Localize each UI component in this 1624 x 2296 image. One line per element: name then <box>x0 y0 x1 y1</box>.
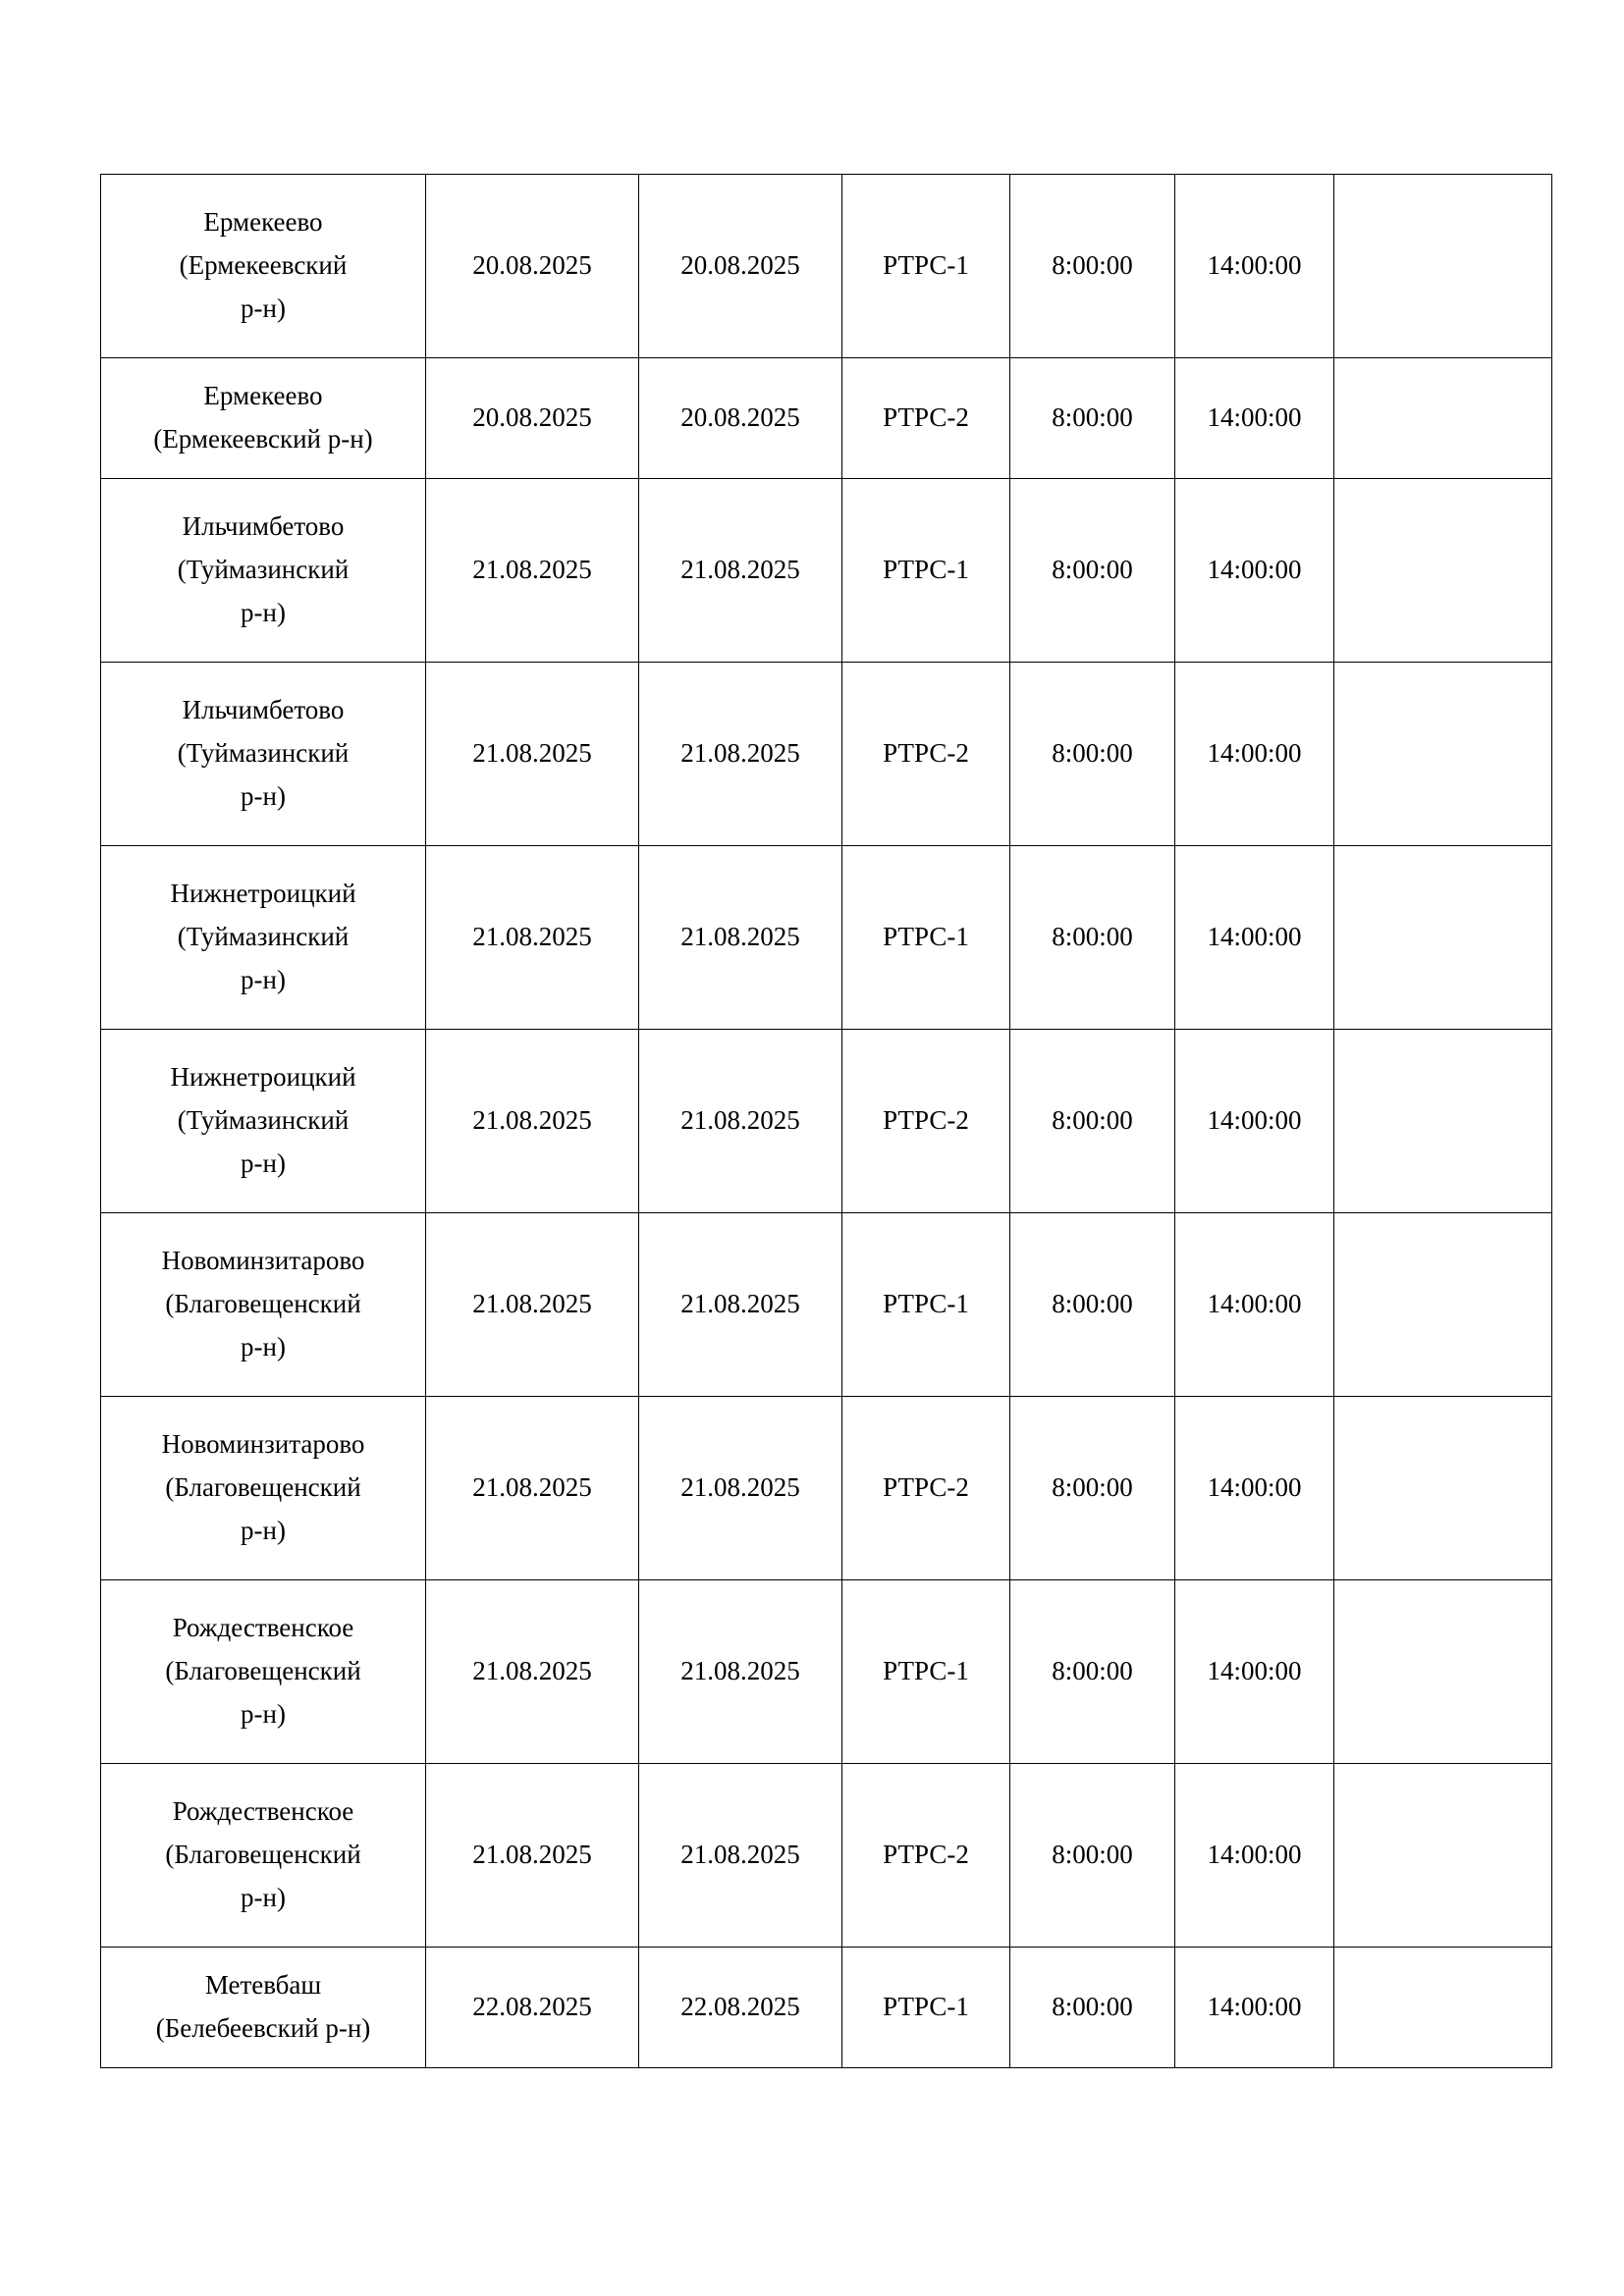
table-row <box>101 1764 1552 1948</box>
cell-date-from: 22.08.2025 <box>426 1948 639 2068</box>
location-line: Рождественское <box>172 1613 354 1643</box>
cell-network: РТРС-1 <box>842 1948 1010 2068</box>
location-line: р-н) <box>241 1515 286 1545</box>
cell-date-to: 21.08.2025 <box>639 1764 842 1948</box>
cell-note <box>1334 846 1552 1030</box>
location-line: Новоминзитарово <box>161 1429 365 1460</box>
location-line: (Благовещенский <box>165 1289 361 1319</box>
schedule-table-body <box>101 175 1552 2068</box>
cell-network: РТРС-2 <box>842 1764 1010 1948</box>
cell-network: РТРС-1 <box>842 175 1010 358</box>
location-line: Ермекеево <box>203 381 323 411</box>
location-line: (Ермекеевский <box>179 250 348 281</box>
cell-time-end: 14:00:00 <box>1175 1580 1334 1764</box>
cell-date-to: 21.08.2025 <box>639 663 842 846</box>
cell-location <box>101 663 426 846</box>
cell-network: РТРС-2 <box>842 1397 1010 1580</box>
cell-time-end: 14:00:00 <box>1175 358 1334 479</box>
location-line: р-н) <box>241 780 286 811</box>
location-line: (Благовещенский <box>165 1472 361 1503</box>
location-line: р-н) <box>241 1698 286 1729</box>
cell-location <box>101 1213 426 1397</box>
cell-time-start: 8:00:00 <box>1010 1030 1175 1213</box>
cell-time-end: 14:00:00 <box>1175 1948 1334 2068</box>
location-line: (Благовещенский <box>165 1656 361 1686</box>
table-row <box>101 1213 1552 1397</box>
location-line: Метевбаш <box>204 1970 322 2001</box>
cell-note <box>1334 358 1552 479</box>
cell-time-start: 8:00:00 <box>1010 1764 1175 1948</box>
table-row <box>101 175 1552 358</box>
cell-network: РТРС-1 <box>842 479 1010 663</box>
location-line: Ермекеево <box>203 207 323 238</box>
location-line: р-н) <box>241 1331 286 1362</box>
location-line: (Туймазинский <box>177 555 350 585</box>
table-row <box>101 479 1552 663</box>
cell-time-end: 14:00:00 <box>1175 1397 1334 1580</box>
cell-note <box>1334 1213 1552 1397</box>
cell-time-start: 8:00:00 <box>1010 479 1175 663</box>
table-row <box>101 1397 1552 1580</box>
cell-network: РТРС-1 <box>842 846 1010 1030</box>
cell-time-end: 14:00:00 <box>1175 1213 1334 1397</box>
table-row <box>101 846 1552 1030</box>
cell-location <box>101 1030 426 1213</box>
cell-time-start: 8:00:00 <box>1010 1580 1175 1764</box>
cell-date-to: 21.08.2025 <box>639 1213 842 1397</box>
cell-network: РТРС-1 <box>842 1580 1010 1764</box>
cell-date-from: 21.08.2025 <box>426 479 639 663</box>
cell-time-end: 14:00:00 <box>1175 479 1334 663</box>
cell-location <box>101 1580 426 1764</box>
location-line: Ильчимбетово <box>182 511 345 542</box>
location-line: р-н) <box>241 964 286 994</box>
cell-date-from: 21.08.2025 <box>426 663 639 846</box>
cell-date-from: 21.08.2025 <box>426 1397 639 1580</box>
cell-date-from: 21.08.2025 <box>426 1580 639 1764</box>
cell-note <box>1334 479 1552 663</box>
location-line: р-н) <box>241 293 286 323</box>
cell-time-end: 14:00:00 <box>1175 663 1334 846</box>
cell-location <box>101 175 426 358</box>
cell-date-to: 20.08.2025 <box>639 175 842 358</box>
cell-time-end: 14:00:00 <box>1175 1030 1334 1213</box>
cell-date-to: 21.08.2025 <box>639 846 842 1030</box>
location-line: Нижнетроицкий <box>170 879 356 909</box>
location-line: (Туймазинский <box>177 1105 350 1136</box>
table-row <box>101 663 1552 846</box>
cell-date-from: 21.08.2025 <box>426 1030 639 1213</box>
cell-location <box>101 846 426 1030</box>
table-row <box>101 1948 1552 2068</box>
location-line: (Ермекеевский р-н) <box>153 424 373 454</box>
cell-date-to: 21.08.2025 <box>639 1030 842 1213</box>
cell-network: РТРС-2 <box>842 358 1010 479</box>
table-row <box>101 1580 1552 1764</box>
location-line: Нижнетроицкий <box>170 1062 356 1093</box>
cell-note <box>1334 1397 1552 1580</box>
cell-time-end: 14:00:00 <box>1175 1764 1334 1948</box>
cell-note <box>1334 1030 1552 1213</box>
cell-location <box>101 1397 426 1580</box>
location-line: (Белебеевский р-н) <box>155 2013 371 2043</box>
cell-location <box>101 1948 426 2068</box>
location-line: Рождественское <box>172 1796 354 1827</box>
cell-network: РТРС-1 <box>842 1213 1010 1397</box>
table-row <box>101 358 1552 479</box>
cell-date-to: 21.08.2025 <box>639 1397 842 1580</box>
cell-date-to: 21.08.2025 <box>639 479 842 663</box>
cell-location <box>101 479 426 663</box>
location-line: р-н) <box>241 597 286 627</box>
location-line: (Благовещенский <box>165 1840 361 1870</box>
cell-time-start: 8:00:00 <box>1010 1948 1175 2068</box>
cell-date-from: 21.08.2025 <box>426 1764 639 1948</box>
cell-time-end: 14:00:00 <box>1175 175 1334 358</box>
cell-time-start: 8:00:00 <box>1010 175 1175 358</box>
table-row <box>101 1030 1552 1213</box>
cell-location <box>101 358 426 479</box>
cell-note <box>1334 1580 1552 1764</box>
location-line: (Туймазинский <box>177 738 350 769</box>
cell-date-to: 21.08.2025 <box>639 1580 842 1764</box>
cell-date-from: 21.08.2025 <box>426 1213 639 1397</box>
cell-date-to: 20.08.2025 <box>639 358 842 479</box>
cell-time-start: 8:00:00 <box>1010 1213 1175 1397</box>
location-line: (Туймазинский <box>177 922 350 952</box>
cell-time-start: 8:00:00 <box>1010 1397 1175 1580</box>
cell-note <box>1334 175 1552 358</box>
cell-date-to: 22.08.2025 <box>639 1948 842 2068</box>
cell-note <box>1334 1948 1552 2068</box>
cell-date-from: 20.08.2025 <box>426 358 639 479</box>
cell-network: РТРС-2 <box>842 663 1010 846</box>
cell-time-end: 14:00:00 <box>1175 846 1334 1030</box>
cell-time-start: 8:00:00 <box>1010 846 1175 1030</box>
cell-note <box>1334 1764 1552 1948</box>
outage-schedule-table <box>100 174 1552 2068</box>
location-line: р-н) <box>241 1148 286 1178</box>
location-line: р-н) <box>241 1882 286 1912</box>
cell-network: РТРС-2 <box>842 1030 1010 1213</box>
cell-date-from: 20.08.2025 <box>426 175 639 358</box>
location-line: Новоминзитарово <box>161 1246 365 1276</box>
cell-time-start: 8:00:00 <box>1010 663 1175 846</box>
cell-location <box>101 1764 426 1948</box>
cell-note <box>1334 663 1552 846</box>
location-line: Ильчимбетово <box>182 695 345 725</box>
cell-time-start: 8:00:00 <box>1010 358 1175 479</box>
cell-date-from: 21.08.2025 <box>426 846 639 1030</box>
